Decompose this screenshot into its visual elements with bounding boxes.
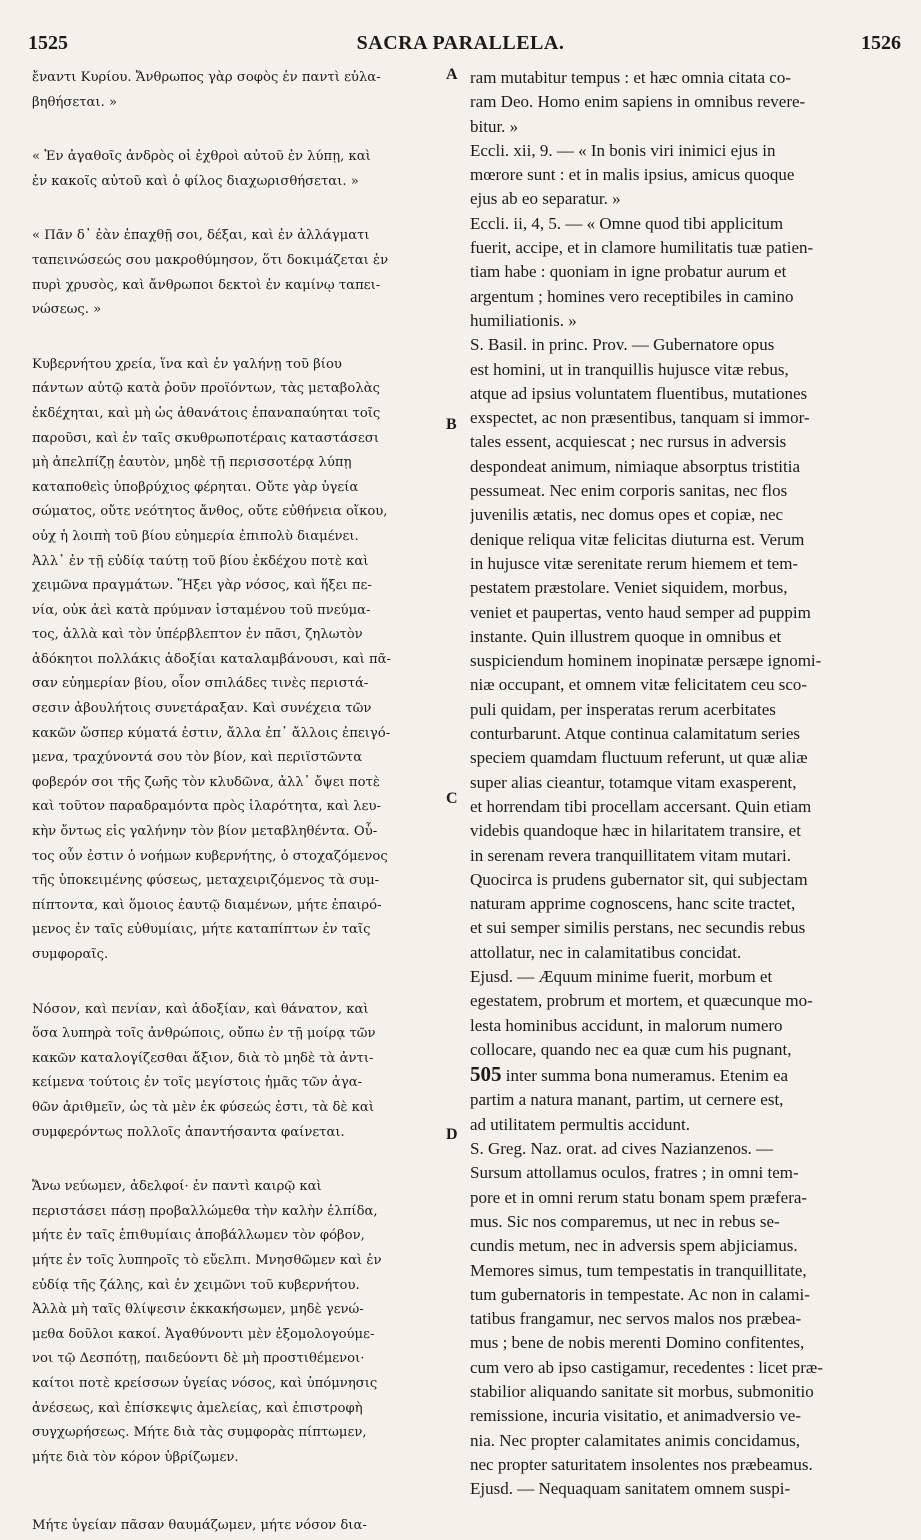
greek-paragraph-5 [32,998,457,1146]
text-line: pessumeat. Nec enim corporis sanitas, nec flos [470,481,788,501]
text-line: κακῶν ὥσπερ κύματά ἐστιν, ἄλλα ἐπ᾽ ἄλλοις ἐπειγό- [32,725,391,741]
text-line: speciem quamdam fluctuum referunt, ut quæ aliæ [470,748,808,768]
text-line: et horrendam tibi procellam accersant. Quin etiam [470,796,812,816]
text-line: Eccli. ii, 4, 5. — « Omne quod tibi applicitum [470,213,784,233]
text-line: σεσιν ἀβουλήτοις συνετάραξαν. Καὶ συνέχεια τῶν [32,701,372,717]
text-line: atque ad ipsius voluntatem fluentibus, mutationes [470,383,808,403]
greek-paragraph-1 [32,66,457,115]
text-line: in hujusce vitæ serenitate rerum hiemem et tem- [470,553,799,573]
text-line: μήτε διὰ τὸν κόρον ὑβρίζωμεν. [32,1449,239,1465]
latin-column [470,66,882,1502]
text-line: suspiciendum hominem inopinatæ persæpe ignomi- [470,651,822,671]
text-line: Ejusd. — Nequaquam sanitatem omnem suspi- [470,1479,791,1499]
text-line: Quocirca is prudens gubernator sit, qui subjectam [470,869,808,889]
text-line: veniet et paupertas, vento haud semper ad puppim [470,602,811,622]
latin-line-with-column-number [470,1062,882,1088]
text-line: περιστάσει πάσῃ προβαλλώμεθα τὴν καλὴν ἐλπίδα, [32,1203,378,1219]
greek-paragraph-6 [32,1175,457,1470]
latin-paragraph-1 [470,66,882,139]
greek-column [32,66,457,1539]
text-line: μενα, τραχύνοντά σου τὸν βίον, καὶ περιϊστῶντα [32,750,363,766]
text-line: tum gubernatoris in tempestate. Ac non in calami- [470,1284,810,1304]
text-line: puli quidam, per insperatas rerum acerbitates [470,699,776,719]
text-line: κείμενα τούτοις ἐν τοῖς μεγίστοις ἡμᾶς τῶν ἀγα- [32,1075,363,1091]
text-line: Sursum attollamus oculos, fratres ; in omni tem- [470,1163,799,1183]
text-line: μεθα δοῦλοι κακοί. Ἀγαθύνοντι μὲν ἐξομολογούμε- [32,1326,375,1342]
text-line: et sui semper similis perstans, nec secundis rebus [470,918,806,938]
text-line: Ἄνω νεύωμεν, ἀδελφοί· ἐν παντὶ καιρῷ καὶ [32,1179,322,1195]
text-line: Ἀλλὰ μὴ ταῖς θλίψεσιν ἐκκακήσωμεν, μηδὲ γενώ- [32,1302,364,1318]
text-line: bitur. » [470,116,519,136]
text-line: egestatem, probrum et mortem, et quæcunque mo- [470,991,813,1011]
text-line: πάντων αὐτῷ κατὰ ῥοῦν προϊόντων, τὰς μεταβολὰς [32,381,381,397]
text-line: σώματος, οὔτε νεότητος ἄνθος, οὔτε εὐθήνεια οἴκου, [32,504,388,520]
text-line: argentum ; homines vero receptibiles in camino [470,286,794,306]
text-line: ram Deo. Homo enim sapiens in omnibus revere- [470,92,806,112]
text-line: tatibus frangamur, nec servos malos nos præbea- [470,1309,802,1329]
text-line: ἐν κακοῖς αὐτοῦ καὶ ὁ φίλος διαχωρισθήσεται. » [32,173,359,189]
text-line: niæ occupant, et omnem vitæ felicitatem ceu sco- [470,675,808,695]
text-line: humiliationis. » [470,310,577,330]
text-line: Ejusd. — Æquum minime fuerit, morbum et [470,966,773,986]
text-line: cum vero ab ipso castigamur, recedentes : licet præ- [470,1357,823,1377]
text-line: ἔναντι Κυρίου. Ἄνθρωπος γὰρ σοφὸς ἐν παντὶ εὐλα- [32,70,381,85]
greek-paragraph-2 [32,145,457,194]
text-line: ram mutabitur tempus : et hæc omnia citata co- [470,68,792,87]
text-line: nia. Nec propter calamitates animis concidamus, [470,1430,800,1450]
text-line: οὐχ ἡ λοιπὴ τοῦ βίου εὐημερία ἐπιπολὺ διαμένει. [32,528,359,544]
text-line: πυρὶ χρυσὸς, καὶ ἄνθρωποι δεκτοὶ ἐν καμίνῳ ταπει- [32,277,381,293]
text-line: νία, οὐκ ἀεὶ κατὰ πρύμναν ἱσταμένου τοῦ πνεύμα- [32,602,371,618]
latin-paragraph-7 [470,1477,882,1501]
text-line: καίτοι ποτὲ κρείσσων ὑγείας νόσος, καὶ ὑπόμνησις [32,1375,378,1391]
latin-paragraph-4 [470,333,882,965]
text-line: remissione, incuria visitatio, et animadversio ve- [470,1406,801,1426]
text-line: συμφερόντως πολλοῖς ἀπαντήσαντα φαίνεται. [32,1124,345,1140]
latin-paragraph-6 [470,1137,882,1477]
text-line: σαν εὐημερίαν βίου, οἷον σπιλάδες τινὲς περιστά- [32,676,369,692]
text-line: mus ; bene de nobis merenti Domino confitentes, [470,1333,805,1353]
margin-letter-d: D [446,1126,458,1143]
margin-letter-c: C [446,790,458,807]
greek-paragraph-4 [32,353,457,968]
text-line: S. Greg. Naz. orat. ad cives Nazianzenos. — [470,1139,774,1159]
text-line: Eccli. xii, 9. — « In bonis viri inimici ejus in [470,140,776,160]
text-line: μενος ἐν ταῖς εὐθυμίαις, μήτε καταπίπτων ἐν ταῖς [32,922,371,938]
text-line: χειμῶνα πραγμάτων. Ἥξει γὰρ νόσος, καὶ ἥξει πε- [32,578,372,594]
page-header [10,32,911,62]
text-line: συμφοραῖς. [32,947,109,962]
text-line: despondeat animum, nimiaque absorptus tristitia [470,456,801,476]
text-line: θῶν ἀριθμεῖν, ὡς τὰ μὲν ἐκ φύσεώς ἐστι, τὰ δὲ καὶ [32,1099,374,1115]
text-line: pestatem præstolare. Veniet siquidem, morbus, [470,578,788,598]
text-line: ἐκδέχηται, καὶ μὴ ὡς ἀθανάτοις ἐπαναπαύηται τοῖς [32,405,381,421]
latin-line: inter summa bona numeramus. Etenim ea [501,1066,789,1086]
text-line: πίπτοντα, καὶ ὅμοιος ἑαυτῷ διαμένων, μήτε ἐπαιρό- [32,897,382,913]
text-line: κὴν ὄντως εἰς γαλήνην τὸν βίον μεταβληθέντα. Οὗ- [32,824,378,840]
text-line: pore et in omni rerum statu bonam spem præfera- [470,1187,808,1207]
text-line: μὴ ἀπελπίζῃ ἑαυτὸν, μηδὲ τῇ περισσοτέρᾳ λύπῃ [32,455,352,471]
text-line: stabilior aliquando sanitate sit morbus, submonitio [470,1382,814,1402]
text-line: μήτε ἐν ταῖς ἐπιθυμίαις ἀποβάλλωμεν τὸν φόβον, [32,1228,365,1244]
text-line: collocare, quando nec ea quæ cum his pugnant, [470,1039,792,1059]
text-line: ἀδόκητοι πολλάκις ἀδοξίαι καταλαμβάνουσι, καὶ πᾶ- [32,651,392,667]
latin-paragraph-5 [470,965,882,1137]
text-line: est homini, ut in tranquillis hujusce vitæ rebus, [470,359,789,379]
page-number-right: 1526 [861,32,901,54]
text-line: φοβερόν σοι τῆς ζωῆς τὸν κλυδῶνα, ἀλλ᾽ ὄψει ποτὲ [32,774,380,790]
text-line: μήτε ἐν τοῖς λυπηροῖς τὸ εὔελπι. Μνησθῶμεν καὶ ἐν [32,1252,382,1268]
column-number: 505 [470,1062,502,1087]
text-line: instante. Quin illustrem quoque in omnibus et [470,626,782,646]
text-line: Κυβερνήτου χρεία, ἵνα καὶ ἐν γαλήνῃ τοῦ βίου [32,356,342,372]
text-line: νώσεως. » [32,302,102,318]
margin-letter-b: B [446,416,457,433]
text-line: κακῶν καταλογίζεσθαι ἄξιον, διὰ τὸ μηδὲ τὰ ἀντι- [32,1050,374,1066]
text-line: tiam habe : quoniam in igne probatur aurum et [470,262,787,282]
text-line: denique reliqua vitæ felicitas diuturna est. Verum [470,529,805,549]
text-line: partim a natura manant, partim, ut cernere est, [470,1090,784,1110]
text-line: videbis quandoque hæc in hilaritatem transire, et [470,821,801,841]
text-line: juvenilis ætatis, nec domus opes et copiæ, nec [470,505,784,525]
text-line: τος, ἀλλὰ καὶ τὸν ὑπέρβλεπτον ἐν πᾶσι, ζηλωτὸν [32,627,363,643]
text-line: tales essent, acquiescat ; nec rursus in adversis [470,432,787,452]
text-line: Νόσον, καὶ πενίαν, καὶ ἀδοξίαν, καὶ θάνατον, καὶ [32,1001,369,1017]
text-line: mus. Sic nos comparemus, ut nec in rebus se- [470,1211,780,1231]
text-line: fuerit, accipe, et in clamore humilitatis tuæ patien- [470,238,814,258]
text-line: βηθήσεται. » [32,94,118,110]
text-line: conturbarunt. Atque continua calamitatum series [470,724,800,744]
text-line: « Ἐν ἀγαθοῖς ἀνδρὸς οἱ ἐχθροὶ αὐτοῦ ἐν λύπῃ, καὶ [32,149,371,165]
margin-letter-a: A [446,66,458,83]
text-line: attollatur, nec in calamitatibus concidat. [470,942,742,962]
text-line: in serenam revera tranquillitatem vitam mutari. [470,845,791,865]
latin-paragraph-2 [470,139,882,212]
latin-paragraph-3 [470,212,882,333]
text-line: S. Basil. in princ. Prov. — Gubernatore opus [470,335,775,355]
text-line: nec propter saturitatem insolentes nos præbeamus. [470,1454,813,1474]
text-line: « Πᾶν δ᾽ ἐὰν ἐπαχθῇ σοι, δέξαι, καὶ ἐν ἀλλάγματι [32,228,370,244]
text-line: lesta hominibus accidunt, in malorum numero [470,1015,783,1035]
text-line: Μήτε ὑγείαν πᾶσαν θαυμάζωμεν, μήτε νόσον δια- [32,1518,367,1534]
text-line: παροῦσι, καὶ ἐν ταῖς σκυθρωποτέραις καταστάσεσι [32,430,379,446]
text-line: ἀνέσεως, καὶ ἐπίσκεψις ἀμελείας, καὶ ἐπιστροφὴ [32,1400,363,1416]
text-line: ad utilitatem permultis accidunt. [470,1114,690,1134]
greek-paragraph-7 [32,1514,457,1539]
page-number-left: 1525 [28,32,68,54]
text-line: τῆς ὑποκειμένης φύσεως, μεταχειριζόμενος τὰ συμ- [32,873,380,889]
text-line: naturam apprime cognoscens, hanc scite tractet, [470,894,796,914]
text-line: νοι τῷ Δεσπότῃ, παιδεύοντι δὲ μὴ προστιθέμενοι· [32,1351,365,1367]
greek-paragraph-3 [32,224,457,322]
text-line: συγχωρήσεως. Μήτε διὰ τὰς συμφορὰς πίπτωμεν, [32,1425,367,1441]
text-line: Memores simus, tum tempestatis in tranquillitate, [470,1260,807,1280]
text-line: τος οὖν ἐστιν ὁ νοήμων κυβερνήτης, ὁ στοχαζόμενος [32,848,388,864]
text-line: cundis metum, nec in adversis spem abjiciamus. [470,1236,798,1256]
text-line: mœrore sunt : et in malis ipsius, amicus quoque [470,165,795,185]
text-line: καὶ τοῦτον παραδραμόντα πρὸς ἱλαρότητα, καὶ λευ- [32,799,381,815]
text-line: super alias cieantur, totamque vitam exasperent, [470,772,797,792]
text-line: ejus ab eo separatur. » [470,189,621,209]
text-line: εὐδίᾳ τῆς ζάλης, καὶ ἐν χειμῶνι τοῦ κυβερνήτου. [32,1277,360,1293]
text-line: καταποθεὶς ὑποβρύχιος φέρηται. Οὔτε γὰρ ὑγεία [32,479,359,495]
text-line: Ἀλλ᾽ ἐν τῇ εὐδίᾳ ταύτῃ τοῦ βίου ἐκδέχου ποτὲ καὶ [32,553,369,569]
text-line: ταπεινώσεώς σου μακροθύμησον, ὅτι δοκιμάζεται ἐν [32,252,389,268]
text-line: exspectet, ac non præsentibus, tanquam si immor- [470,408,810,428]
text-line: ὅσα λυπηρὰ τοῖς ἀνθρώποις, οὔπω ἐν τῇ μοίρᾳ τῶν [32,1026,376,1042]
running-title: SACRA PARALLELA. [356,32,565,54]
